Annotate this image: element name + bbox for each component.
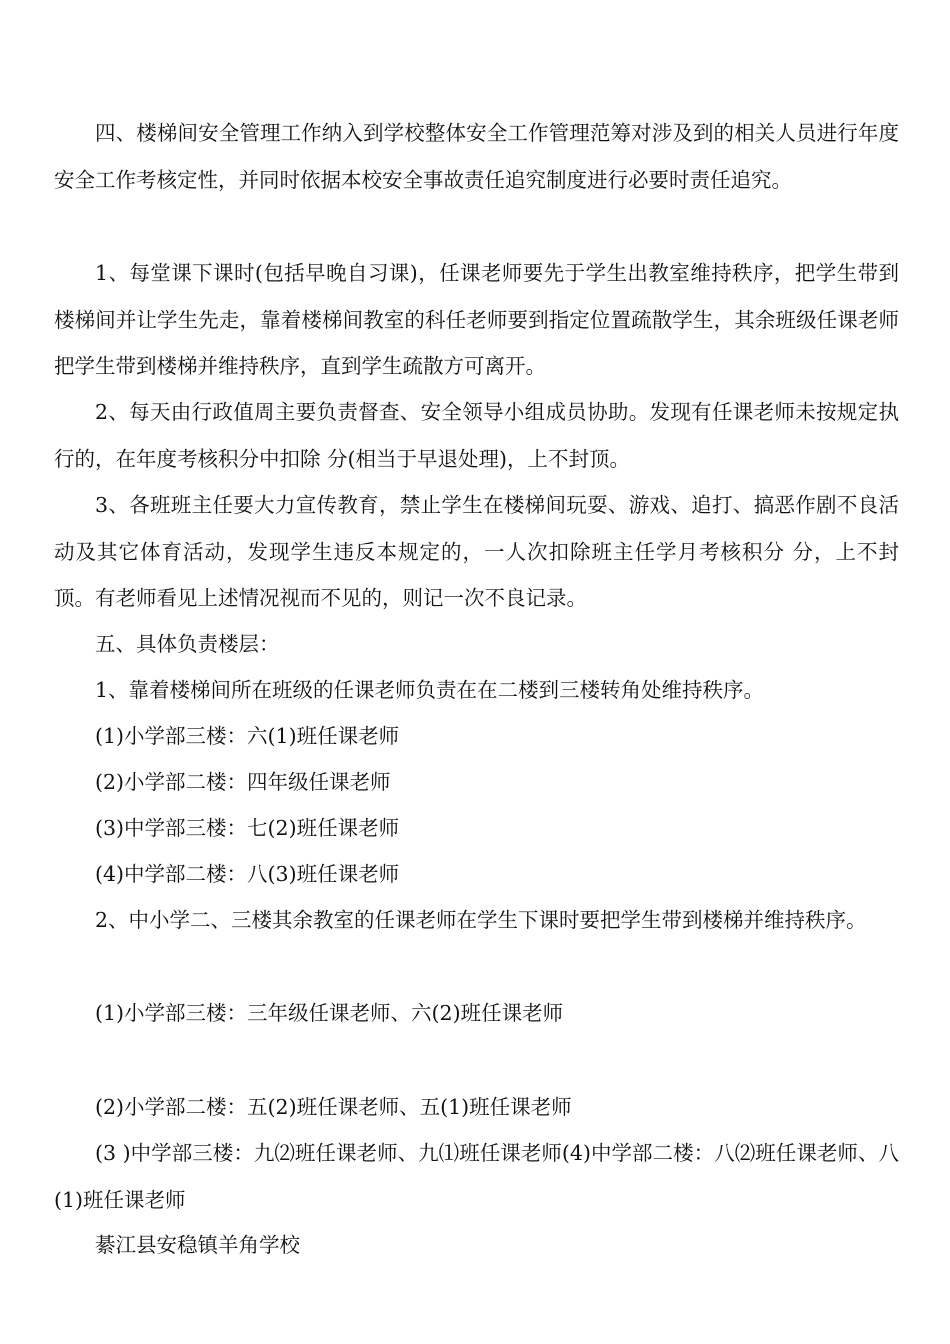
floor-item-2-1: (1)小学部三楼：三年级任课老师、六(2)班任课老师 (95, 1001, 564, 1025)
floor-item-1-4: (4)中学部二楼：八(3)班任课老师 (95, 862, 400, 886)
rule-1-paragraph: 1、每堂课下课时(包括早晚自习课)，任课老师要先于学生出教室维持秩序，把学生带到楼梯间并让学生先走，靠着楼梯间教室的科任老师要到指定位置疏散学生，其余班级任课老师把学生带到楼梯并维持秩序，直到学生疏散方可离开。 (54, 261, 899, 378)
floor-item-1-2: (2)小学部二楼：四年级任课老师 (95, 770, 391, 794)
rule-2-paragraph: 2、每天由行政值周主要负责督查、安全领导小组成员协助。发现有任课老师未按规定执行的，在年度考核积分中扣除 分(相当于早退处理)，上不封顶。 (54, 400, 899, 471)
floor-item-2-2: (2)小学部二楼：五(2)班任课老师、五(1)班任课老师 (95, 1095, 572, 1119)
school-signature: 綦江县安稳镇羊角学校 (95, 1233, 300, 1257)
rule-3-paragraph: 3、各班班主任要大力宣传教育，禁止学生在楼梯间玩耍、游戏、追打、搞恶作剧不良活动及其它体育活动，发现学生违反本规定的，一人次扣除班主任学月考核积分 分，上不封顶。有老师看见上述情况视而不见的，则记一次不良记录。 (54, 493, 899, 610)
section-four-paragraph: 四、楼梯间安全管理工作纳入到学校整体安全工作管理范筹对涉及到的相关人员进行年度安全工作考核定性，并同时依据本校安全事故责任追究制度进行必要时责任追究。 (54, 121, 899, 192)
floor-item-2-3: (3 )中学部三楼：九⑵班任课老师、九⑴班任课老师(4)中学部二楼：八⑵班任课老师、八(1)班任课老师 (54, 1141, 899, 1212)
floor-rule-1: 1、靠着楼梯间所在班级的任课老师负责在在二楼到三楼转角处维持秩序。 (95, 678, 765, 702)
floor-item-1-1: (1)小学部三楼：六(1)班任课老师 (95, 724, 400, 748)
floor-item-1-3: (3)中学部三楼：七(2)班任课老师 (95, 816, 400, 840)
floor-rule-2: 2、中小学二、三楼其余教室的任课老师在学生下课时要把学生带到楼梯并维持秩序。 (95, 908, 867, 932)
section-five-heading: 五、具体负责楼层： (95, 632, 280, 656)
